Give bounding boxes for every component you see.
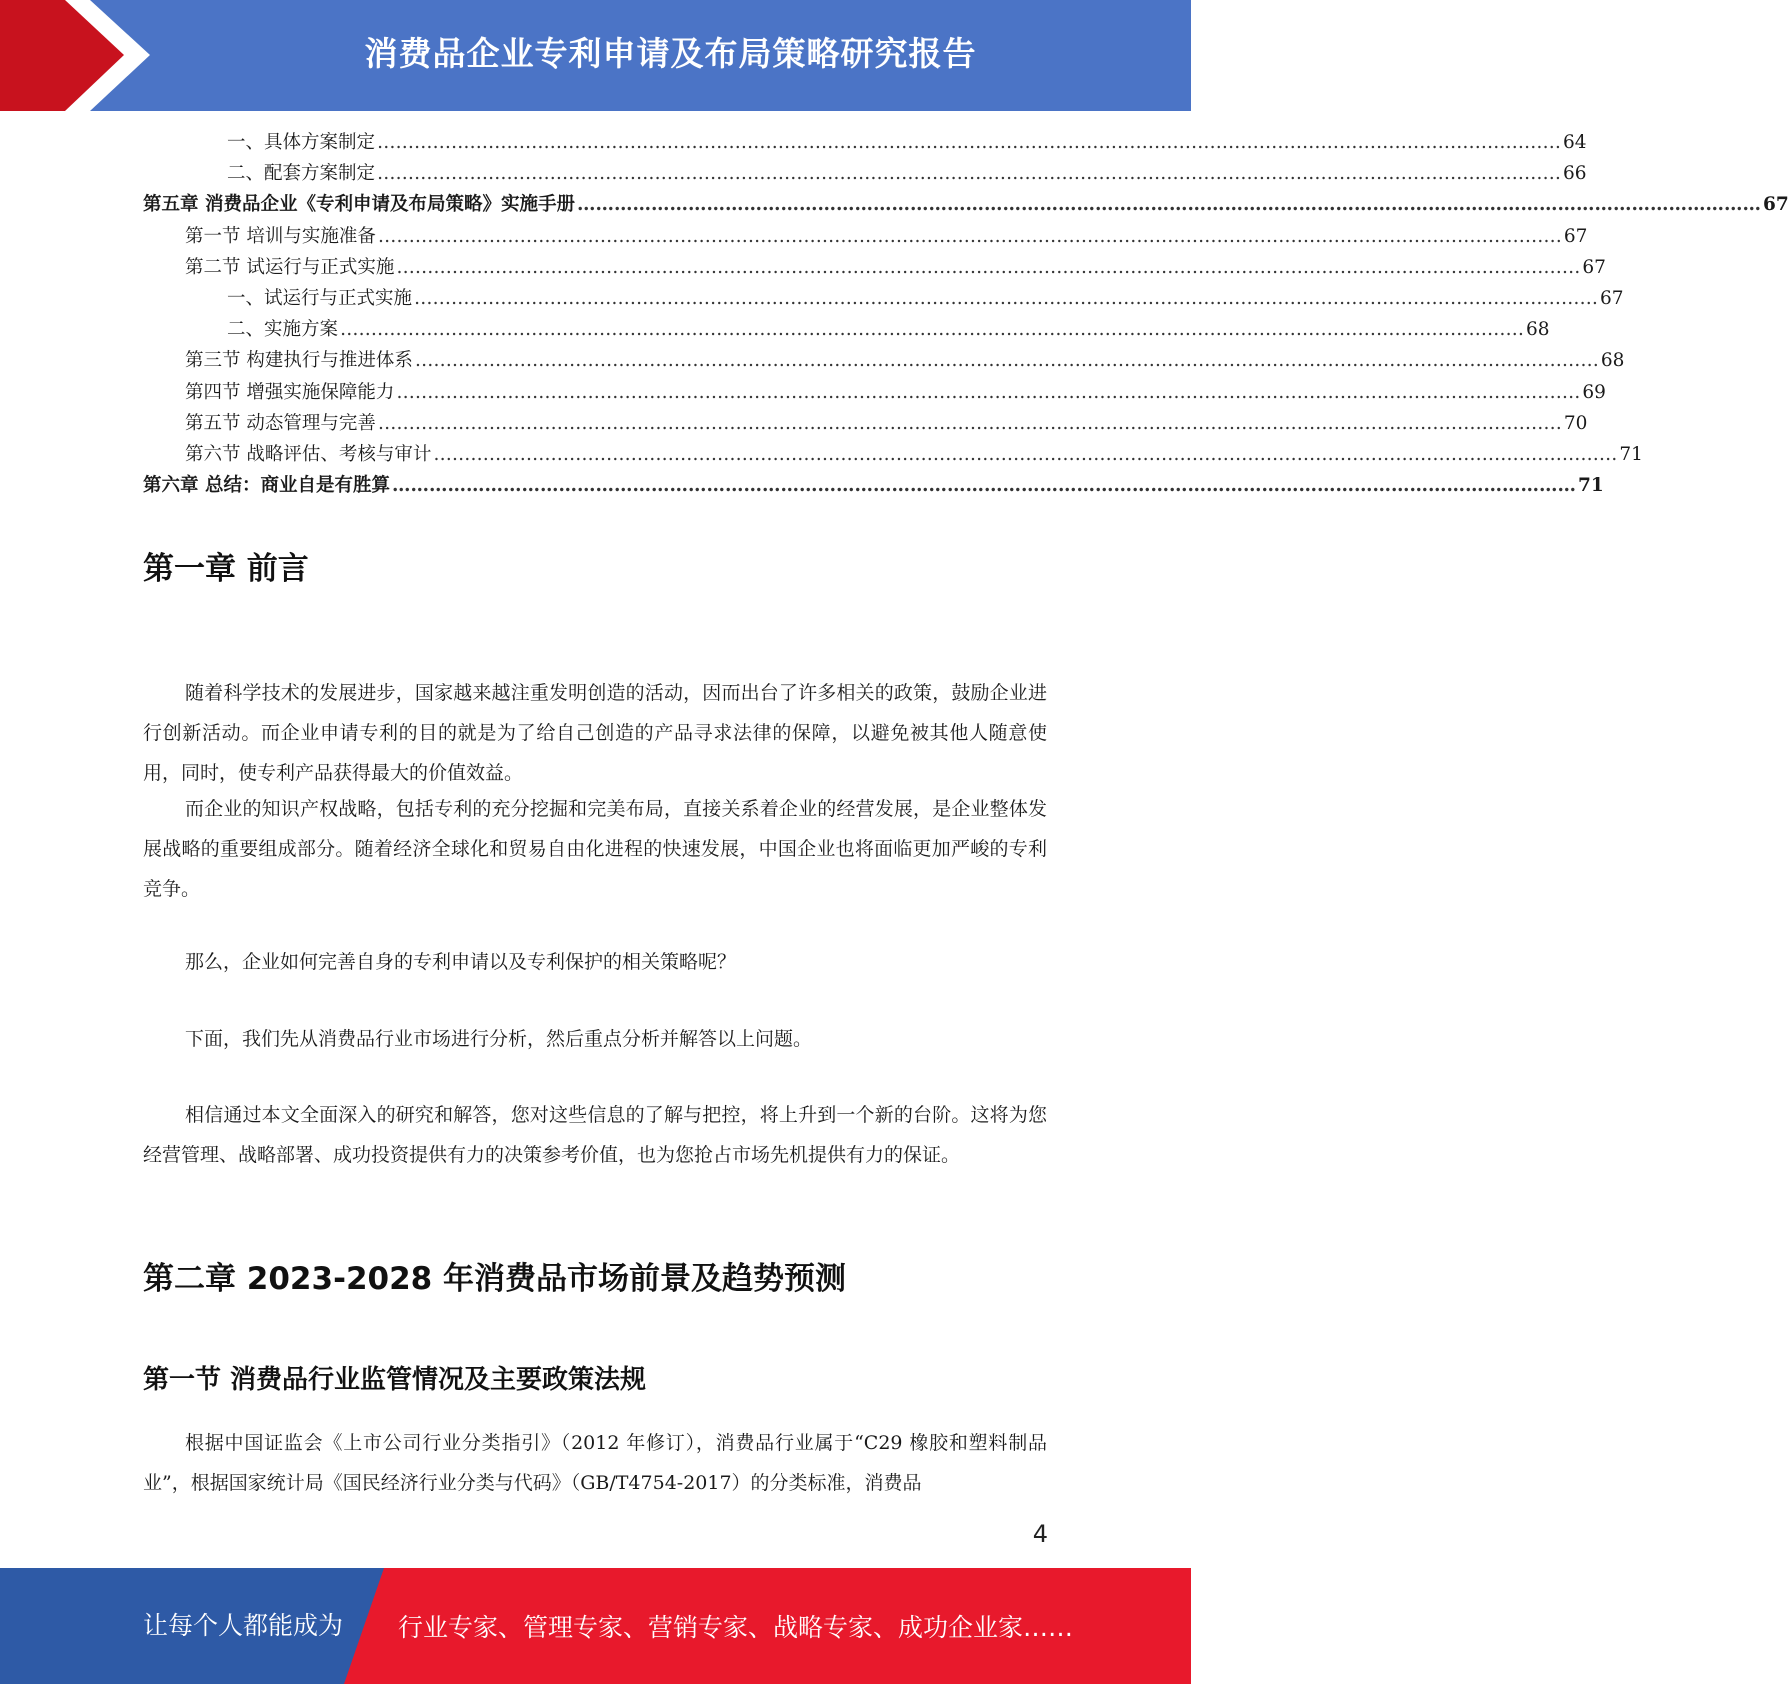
body-paragraph: 根据中国证监会《上市公司行业分类指引》（2012 年修订），消费品行业属于“C29 橡胶和塑料制品业”，根据国家统计局《国民经济行业分类与代码》（GB/T4754-2017）的分类标准，消费品	[143, 1432, 1047, 1494]
body-paragraph: 下面，我们先从消费品行业市场进行分析，然后重点分析并解答以上问题。	[185, 1028, 813, 1050]
body-paragraph: 相信通过本文全面深入的研究和解答，您对这些信息的了解与把控，将上升到一个新的台阶。这将为您经营管理、战略部署、成功投资提供有力的决策参考价值，也为您抢占市场先机提供有力的保证。	[143, 1104, 1047, 1166]
toc-leader-dots: …………………………………………………………………………………………………………………………………………………………………………	[377, 412, 1562, 434]
toc-leader-dots: …………………………………………………………………………………………………………………………………………………………………………	[377, 163, 1562, 185]
toc-entry-text: 第五章 消费品企业《专利申请及布局策略》实施手册	[143, 194, 575, 216]
toc-entry-page: 70	[1563, 412, 1588, 434]
toc-entry-text: 第六节 战略评估、考核与审计	[185, 443, 432, 465]
toc-leader-dots: …………………………………………………………………………………………………………………………………………………………………………	[340, 319, 1525, 341]
toc-leader-dots: …………………………………………………………………………………………………………………………………………………………………………	[396, 381, 1581, 403]
toc-entry-page: 69	[1582, 381, 1606, 403]
toc-entry-section[interactable]	[143, 378, 1606, 409]
toc-entry-text: 第五节 动态管理与完善	[185, 412, 376, 434]
toc-entry[interactable]	[143, 128, 1587, 159]
toc-entry-section[interactable]	[143, 253, 1606, 284]
body-paragraph: 随着科学技术的发展进步，国家越来越注重发明创造的活动，因而出台了许多相关的政策，鼓励企业进行创新活动。而企业申请专利的目的就是为了给自己创造的产品寻求法律的保障，以避免被其他人随意使用，同时，使专利产品获得最大的价值效益。	[143, 682, 1047, 784]
toc-entry-chapter[interactable]	[143, 190, 1789, 221]
toc-entry[interactable]	[143, 315, 1550, 346]
toc-entry-text: 一、具体方案制定	[227, 132, 376, 153]
toc-leader-dots: …………………………………………………………………………………………………………………………………………………………………………	[377, 132, 1562, 153]
toc-leader-dots: …………………………………………………………………………………………………………………………………………………………………………	[414, 287, 1599, 309]
toc-entry-page: 67	[1762, 194, 1789, 216]
toc-entry-page: 66	[1563, 163, 1587, 185]
toc-entry-page: 71	[1619, 443, 1643, 465]
toc-entry-section[interactable]	[143, 440, 1643, 471]
page-number: 4	[1032, 1520, 1048, 1548]
footer-slogan-left: 让每个人都能成为	[143, 1611, 344, 1640]
footer-banner	[0, 1568, 1191, 1684]
toc-entry-page: 67	[1563, 225, 1588, 247]
toc-leader-dots: …………………………………………………………………………………………………………………………………………………………………………	[433, 443, 1618, 465]
toc-entry-text: 二、配套方案制定	[227, 163, 376, 185]
toc-entry-text: 第二节 试运行与正式实施	[185, 256, 395, 278]
section-heading: 第一节 消费品行业监管情况及主要政策法规	[143, 1365, 647, 1395]
body-paragraph: 那么，企业如何完善自身的专利申请以及专利保护的相关策略呢？	[185, 951, 737, 973]
toc-entry[interactable]	[143, 159, 1587, 190]
toc-entry-page: 64	[1563, 132, 1587, 153]
body-paragraph: 而企业的知识产权战略，包括专利的充分挖掘和完美布局，直接关系着企业的经营发展，是企业整体发展战略的重要组成部分。随着经济全球化和贸易自由化进程的快速发展，中国企业也将面临更加严峻的专利竞争。	[143, 798, 1047, 900]
table-of-contents	[143, 128, 1789, 502]
toc-leader-dots: …………………………………………………………………………………………………………………………………………………………………………	[396, 256, 1581, 278]
header-banner	[0, 0, 1191, 111]
toc-entry-section[interactable]	[143, 222, 1588, 253]
toc-entry-text: 二、实施方案	[227, 319, 339, 341]
toc-entry-page: 68	[1600, 350, 1625, 372]
toc-leader-dots: …………………………………………………………………………………………………………………………………………………………………………	[576, 194, 1761, 216]
toc-leader-dots: …………………………………………………………………………………………………………………………………………………………………………	[377, 225, 1562, 247]
chapter-heading: 第一章 前言	[143, 551, 309, 587]
toc-entry[interactable]	[143, 284, 1624, 315]
toc-entry-text: 第六章 总结：商业自是有胜算	[143, 475, 390, 497]
toc-entry-text: 一、试运行与正式实施	[227, 287, 413, 309]
toc-entry-section[interactable]	[143, 409, 1588, 440]
toc-leader-dots: …………………………………………………………………………………………………………………………………………………………………………	[391, 475, 1576, 497]
chapter-heading: 第二章 2023-2028 年消费品市场前景及趋势预测	[143, 1261, 847, 1297]
footer-slogan-right: 行业专家、管理专家、营销专家、战略专家、成功企业家……	[398, 1613, 1074, 1642]
toc-leader-dots: …………………………………………………………………………………………………………………………………………………………………………	[414, 350, 1599, 372]
toc-entry-section[interactable]	[143, 346, 1625, 377]
toc-entry-text: 第三节 构建执行与推进体系	[185, 350, 413, 372]
toc-entry-page: 71	[1577, 475, 1604, 497]
toc-entry-text: 第四节 增强实施保障能力	[185, 381, 395, 403]
toc-entry-text: 第一节 培训与实施准备	[185, 225, 376, 247]
toc-entry-page: 68	[1526, 319, 1550, 341]
report-title: 消费品企业专利申请及布局策略研究报告	[364, 34, 977, 73]
toc-entry-page: 67	[1582, 256, 1606, 278]
toc-entry-page: 67	[1600, 287, 1624, 309]
toc-entry-chapter[interactable]	[143, 471, 1604, 502]
